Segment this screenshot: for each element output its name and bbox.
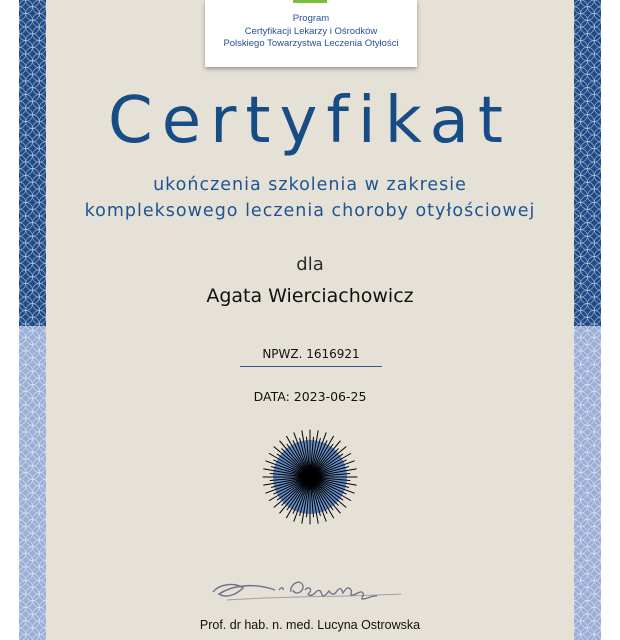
logo-green-bar [293,0,327,3]
certificate-date: DATA: 2023-06-25 [253,389,367,404]
certificate-subtitle [46,172,574,224]
handwritten-signature [205,570,405,604]
sunburst-seal-icon [262,429,358,525]
program-line-3: Polskiego Towarzystwa Leczenia Otyłości [223,38,399,49]
signer-name: Prof. dr hab. n. med. Lucyna Ostrowska [199,618,421,632]
recipient-name: Agata Wierciachowicz [206,285,414,307]
certificate-title: Certyfikat [108,84,512,158]
program-line-2: Certyfikacji Lekarzy i Ośrodków [244,25,378,37]
program-name [205,13,417,51]
right-decorative-border [574,0,601,640]
program-line-1: Program [292,13,330,24]
npwz-number: NPWZ. 1616921 [240,347,382,367]
left-decorative-border [19,0,46,640]
seal-center [304,471,316,483]
subtitle-line-1: ukończenia szkolenia w zakresie [153,175,467,195]
program-logo-card [205,0,417,67]
subtitle-line-2: kompleksowego leczenia choroby otyłościowej [84,201,536,221]
for-label: dla [296,254,324,275]
